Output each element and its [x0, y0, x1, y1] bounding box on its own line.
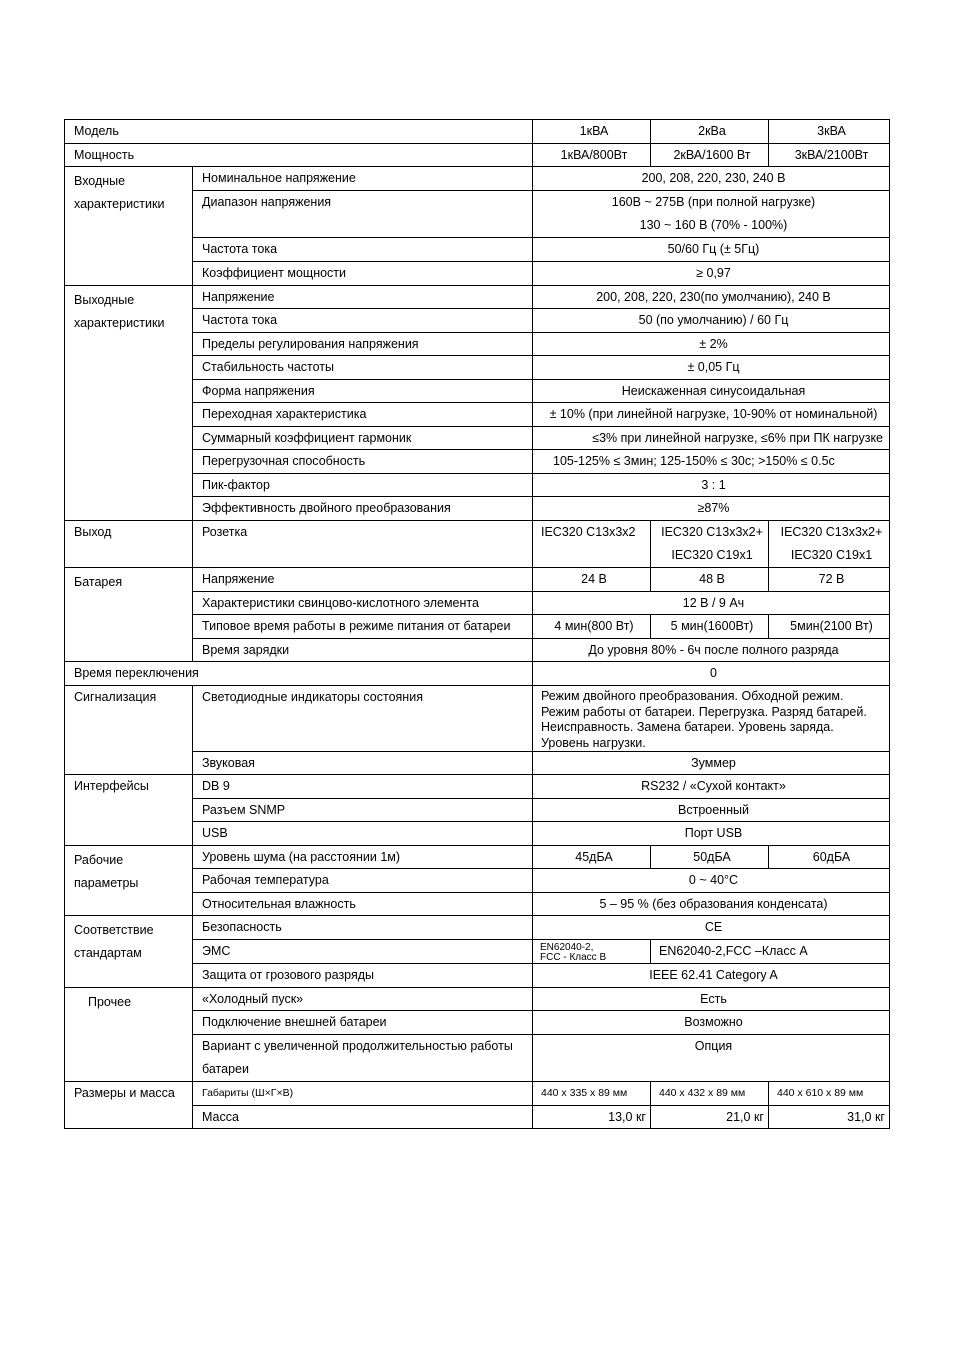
battery-cell-value: 12 В / 9 Ач	[533, 592, 890, 615]
operating-category	[65, 846, 193, 916]
table-row	[65, 686, 890, 752]
model-3k: 3кВА	[769, 120, 890, 144]
long-run-label	[193, 1035, 533, 1082]
mass-1k: 13,0 кг	[533, 1106, 651, 1129]
thd-label: Суммарный коэффициент гармоник	[193, 427, 533, 450]
other-category: Прочее	[65, 988, 193, 1082]
battery-voltage-2k: 48 В	[651, 568, 769, 592]
operating-category-line1: Рабочие	[74, 853, 124, 867]
input-frequency-value: 50/60 Гц (± 5Гц)	[533, 238, 890, 262]
output-frequency-value: 50 (по умолчанию) / 60 Гц	[533, 309, 890, 333]
emc-1k	[533, 940, 651, 964]
voltage-range-label: Диапазон напряжения	[193, 191, 533, 238]
table-row	[65, 662, 890, 686]
emc-23k: EN62040-2,FCC –Класс А	[651, 940, 890, 964]
output-frequency-label: Частота тока	[193, 309, 533, 333]
usb-label: USB	[193, 822, 533, 846]
overload-label: Перегрузочная способность	[193, 450, 533, 474]
power-label: Мощность	[65, 144, 533, 167]
table-row	[65, 916, 890, 940]
standards-category-line1: Соответствие	[74, 923, 154, 937]
surge-value: IEEE 62.41 Category A	[533, 964, 890, 988]
usb-value: Порт USB	[533, 822, 890, 846]
output-category	[65, 286, 193, 521]
mass-2k: 21,0 кг	[651, 1106, 769, 1129]
battery-cell-label: Характеристики свинцово-кислотного элемента	[193, 592, 533, 615]
outlet-label: Розетка	[193, 521, 533, 568]
size-2k: 440 x 432 x 89 мм	[651, 1082, 769, 1106]
power-factor-value: ≥ 0,97	[533, 262, 890, 286]
table-row	[65, 775, 890, 799]
leds-line-3: Неисправность. Замена батареи. Уровень заряда.	[541, 720, 834, 734]
waveform-label: Форма напряжения	[193, 380, 533, 403]
ext-battery-label: Подключение внешней батареи	[193, 1011, 533, 1035]
emc-1k-line1: EN62040-2,	[540, 942, 594, 953]
power-2k: 2кВА/1600 Вт	[651, 144, 769, 167]
snmp-label: Разъем SNMP	[193, 799, 533, 822]
battery-runtime-2k: 5 мин(1600Вт)	[651, 615, 769, 639]
voltage-range-value-line2: 130 ~ 160 В (70% - 100%)	[639, 218, 788, 232]
outlet-category: Выход	[65, 521, 193, 568]
standards-category	[65, 916, 193, 988]
regulation-value: ± 2%	[533, 333, 890, 356]
outlet-3k-line1: IEC320 C13x3x2+	[780, 525, 883, 539]
power-3k: 3кВА/2100Вт	[769, 144, 890, 167]
battery-voltage-1k: 24 В	[533, 568, 651, 592]
leds-line-2: Режим работы от батареи. Перегрузка. Разряд батарей.	[541, 704, 867, 719]
battery-runtime-1k: 4 мин(800 Вт)	[533, 615, 651, 639]
crest-factor-value: 3 : 1	[533, 474, 890, 497]
efficiency-label: Эффективность двойного преобразования	[193, 497, 533, 521]
output-category-line1: Выходные	[74, 293, 135, 307]
power-factor-label: Коэффициент мощности	[193, 262, 533, 286]
surge-label: Защита от грозового разряды	[193, 964, 533, 988]
overload-value: 105-125% ≤ 3мин; 125-150% ≤ 30с; >150% ≤ 0.5с	[533, 450, 890, 474]
operating-category-line2: параметры	[74, 876, 139, 890]
long-run-label-line1: Вариант с увеличенной продолжительностью работы	[202, 1039, 513, 1053]
size-3k: 440 x 610 x 89 мм	[769, 1082, 890, 1106]
ext-battery-value: Возможно	[533, 1011, 890, 1035]
size-1k: 440 x 335 x 89 мм	[533, 1082, 651, 1106]
db9-label: DB 9	[193, 775, 533, 799]
output-category-line2: характеристики	[74, 316, 165, 330]
outlet-1k-line1: IEC320 C13x3x2	[541, 525, 636, 539]
table-row	[65, 988, 890, 1011]
mass-label: Масса	[193, 1106, 533, 1129]
outlet-2k-line2: IEC320 C19x1	[671, 548, 753, 562]
table-row	[65, 144, 890, 167]
table-row	[65, 120, 890, 144]
leds-line-1: Режим двойного преобразования. Обходной режим.	[541, 689, 844, 703]
output-voltage-value: 200, 208, 220, 230(по умолчанию), 240 В	[533, 286, 890, 309]
table-row	[65, 167, 890, 191]
voltage-range-value	[533, 191, 890, 238]
cold-start-value: Есть	[533, 988, 890, 1011]
safety-value: CE	[533, 916, 890, 940]
table-row	[65, 521, 890, 568]
long-run-label-line2: батареи	[202, 1062, 249, 1076]
leds-label: Светодиодные индикаторы состояния	[193, 686, 533, 752]
leds-line-4: Уровень нагрузки.	[541, 735, 646, 750]
battery-runtime-3k: 5мин(2100 Вт)	[769, 615, 890, 639]
freq-stability-label: Стабильность частоты	[193, 356, 533, 380]
standards-category-line2: стандартам	[74, 946, 142, 960]
charge-time-label: Время зарядки	[193, 639, 533, 662]
table-row	[65, 568, 890, 592]
emc-1k-line2: FCC - Класс B	[540, 952, 607, 963]
battery-voltage-3k: 72 В	[769, 568, 890, 592]
signaling-category: Сигнализация	[65, 686, 193, 775]
waveform-value: Неискаженная синусоидальная	[533, 380, 890, 403]
mass-3k: 31,0 кг	[769, 1106, 890, 1129]
battery-category: Батарея	[65, 568, 193, 662]
outlet-3k-line2: IEC320 C19x1	[790, 548, 873, 562]
outlet-1k	[533, 521, 651, 568]
input-category-line2: характеристики	[74, 197, 165, 211]
interfaces-category: Интерфейсы	[65, 775, 193, 846]
transient-label: Переходная характеристика	[193, 403, 533, 427]
model-2k: 2кВа	[651, 120, 769, 144]
humidity-label: Относительная влажность	[193, 893, 533, 916]
voltage-range-value-line1: 160В ~ 275В (при полной нагрузке)	[611, 195, 816, 209]
table-row	[65, 1082, 890, 1106]
nominal-voltage-label: Номинальное напряжение	[193, 167, 533, 191]
table-row	[65, 286, 890, 309]
ups-specifications-table	[64, 119, 890, 1129]
output-voltage-label: Напряжение	[193, 286, 533, 309]
model-label: Модель	[65, 120, 533, 144]
db9-value: RS232 / «Сухой контакт»	[533, 775, 890, 799]
outlet-2k-line1: IEC320 C13x3x2+	[661, 525, 763, 539]
input-category-line1: Входные	[74, 174, 126, 188]
transfer-label: Время переключения	[65, 662, 533, 686]
freq-stability-value: ± 0,05 Гц	[533, 356, 890, 380]
noise-1k: 45дБА	[533, 846, 651, 869]
audio-label: Звуковая	[193, 752, 533, 775]
table-row	[65, 846, 890, 869]
audio-value: Зуммер	[533, 752, 890, 775]
battery-voltage-label: Напряжение	[193, 568, 533, 592]
thd-value: ≤3% при линейной нагрузке, ≤6% при ПК нагрузке	[533, 427, 890, 450]
long-run-value: Опция	[533, 1035, 890, 1082]
model-1k: 1кВА	[533, 120, 651, 144]
noise-label: Уровень шума (на расстоянии 1м)	[193, 846, 533, 869]
battery-runtime-label: Типовое время работы в режиме питания от батареи	[193, 615, 533, 639]
crest-factor-label: Пик-фактор	[193, 474, 533, 497]
transient-value: ± 10% (при линейной нагрузке, 10-90% от номинальной)	[533, 403, 890, 427]
cold-start-label: «Холодный пуск»	[193, 988, 533, 1011]
power-1k: 1кВА/800Вт	[533, 144, 651, 167]
noise-3k: 60дБА	[769, 846, 890, 869]
safety-label: Безопасность	[193, 916, 533, 940]
size-label: Габариты (Ш×Г×В)	[193, 1082, 533, 1106]
temperature-value: 0 ~ 40°С	[533, 869, 890, 893]
temperature-label: Рабочая температура	[193, 869, 533, 893]
emc-label: ЭМС	[193, 940, 533, 964]
input-category	[65, 167, 193, 286]
regulation-label: Пределы регулирования напряжения	[193, 333, 533, 356]
outlet-2k	[651, 521, 769, 568]
nominal-voltage-value: 200, 208, 220, 230, 240 В	[533, 167, 890, 191]
humidity-value: 5 – 95 % (без образования конденсата)	[533, 893, 890, 916]
transfer-value: 0	[533, 662, 890, 686]
charge-time-value: До уровня 80% - 6ч после полного разряда	[533, 639, 890, 662]
efficiency-value: ≥87%	[533, 497, 890, 521]
input-frequency-label: Частота тока	[193, 238, 533, 262]
dimensions-category: Размеры и масса	[65, 1082, 193, 1129]
snmp-value: Встроенный	[533, 799, 890, 822]
leds-value	[533, 686, 890, 752]
outlet-3k	[769, 521, 890, 568]
noise-2k: 50дБА	[651, 846, 769, 869]
